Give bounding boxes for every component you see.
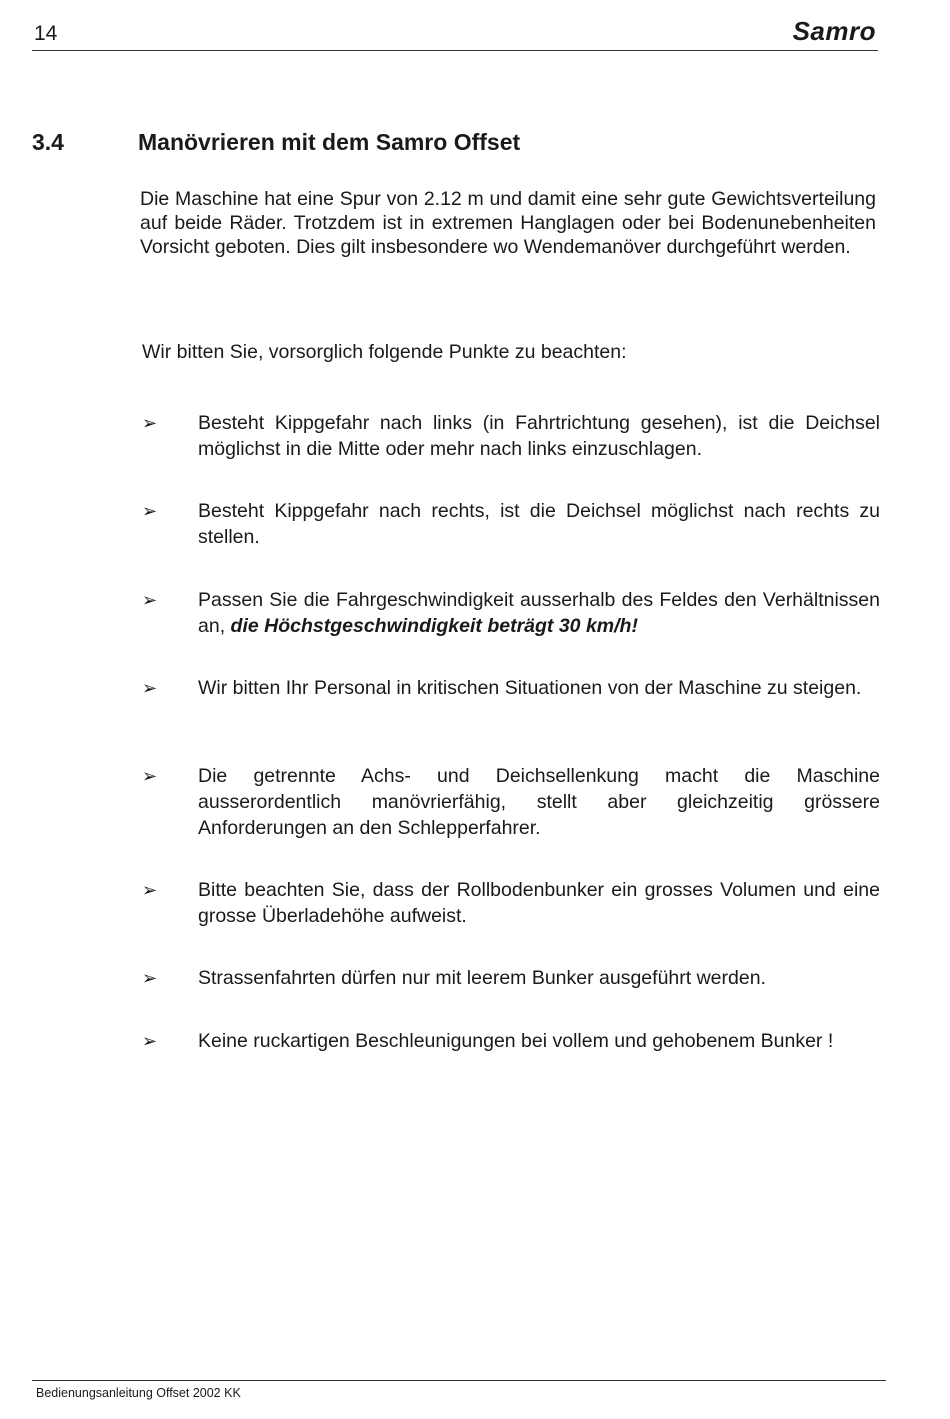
arrow-bullet-icon: ➢ <box>142 880 158 900</box>
bullet-text <box>198 587 880 639</box>
arrow-bullet-icon: ➢ <box>142 678 158 698</box>
bullet-item <box>142 410 880 462</box>
speed-limit-emphasis: die Höchstgeschwindigkeit beträgt 30 km/h! <box>230 615 638 637</box>
bullet-item <box>142 587 880 639</box>
arrow-bullet-icon: ➢ <box>142 968 158 988</box>
arrow-bullet-icon: ➢ <box>142 413 158 433</box>
bullet-text: Strassenfahrten dürfen nur mit leerem Bunker ausgeführt werden. <box>198 967 766 989</box>
intro-paragraph: Die Maschine hat eine Spur von 2.12 m und damit eine sehr gute Gewichtsverteilung auf beide Räder. Trotzdem ist in extremen Hanglagen oder bei Bodenunebenheiten Vorsicht geboten. Dies gilt insbesondere wo Wendemanöver durchgeführt werden. <box>140 188 876 258</box>
footer-text: Bedienungsanleitung Offset 2002 KK <box>36 1386 241 1400</box>
bullet-item <box>142 498 880 550</box>
bullet-text-plain: Passen Sie die Fahrgeschwindigkeit ausserhalb des Feldes den Verhältnissen an, <box>198 589 880 637</box>
bullet-text: Keine ruckartigen Beschleunigungen bei vollem und gehobenem Bunker ! <box>198 1030 834 1052</box>
footer-divider <box>32 1380 886 1381</box>
arrow-bullet-icon: ➢ <box>142 590 158 610</box>
bullet-text: Besteht Kippgefahr nach links (in Fahrtrichtung gesehen), ist die Deichsel möglichst in die Mitte oder mehr nach links einzuschlagen. <box>198 412 880 460</box>
bullet-item <box>142 877 880 929</box>
brand-logo-text: Samro <box>792 16 876 46</box>
section-title: Manövrieren mit dem Samro Offset <box>138 129 521 155</box>
bullet-text: Wir bitten Ihr Personal in kritischen Situationen von der Maschine zu steigen. <box>198 677 862 699</box>
bullet-item <box>142 1028 880 1054</box>
bullet-item <box>142 675 880 701</box>
bullet-text: Bitte beachten Sie, dass der Rollbodenbunker ein grosses Volumen und eine grosse Überladehöhe aufweist. <box>198 879 880 927</box>
section-number: 3.4 <box>32 129 64 155</box>
lead-paragraph: Wir bitten Sie, vorsorglich folgende Punkte zu beachten: <box>142 341 627 363</box>
bullet-text: Die getrennte Achs- und Deichsellenkung macht die Maschine ausserordentlich manövrierfähig, stellt aber gleichzeitig grössere Anforderungen an den Schlepperfahrer. <box>198 765 880 839</box>
bullet-item <box>142 965 880 991</box>
bullet-item <box>142 763 880 841</box>
bullet-text: Besteht Kippgefahr nach rechts, ist die Deichsel möglichst nach rechts zu stellen. <box>198 500 880 548</box>
arrow-bullet-icon: ➢ <box>142 766 158 786</box>
page-number: 14 <box>34 22 58 45</box>
arrow-bullet-icon: ➢ <box>142 501 158 521</box>
arrow-bullet-icon: ➢ <box>142 1031 158 1051</box>
header-divider <box>32 50 878 51</box>
